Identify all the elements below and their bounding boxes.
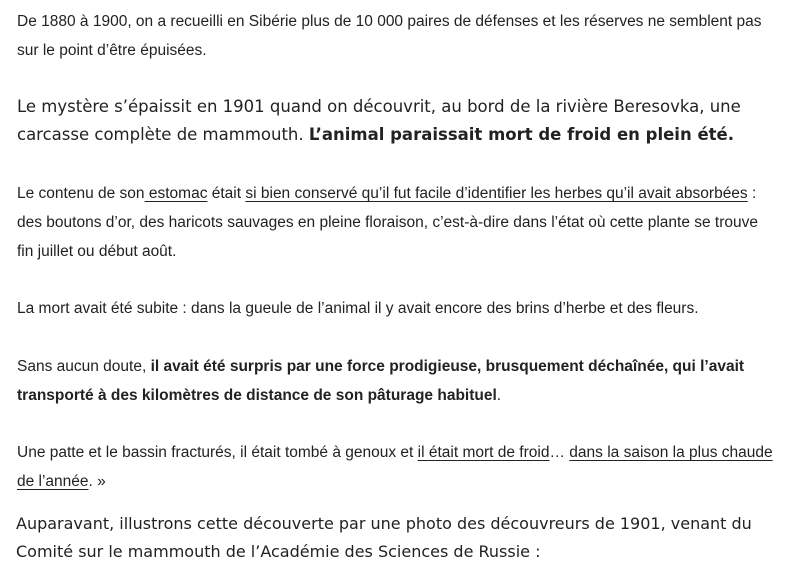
paragraph-stomach-text-2: était [207,185,246,202]
paragraph-stomach [17,179,777,266]
paragraph-photo-intro [16,510,776,566]
link-bien-conserve[interactable]: si bien conservé qu’il fut facile d’identifier les herbes qu’il avait absorbées [245,185,748,202]
paragraph-sudden-death [17,294,777,323]
paragraph-beresovka-bold: L’animal paraissait mort de froid en plein été. [308,125,734,144]
paragraph-stomach-text-3: : des boutons d’or, des haricots sauvages en pleine floraison, c’est-à-dire dans l’état où cette plante se trouve fin juillet ou début août. [17,185,759,260]
paragraph-photo-intro-text: Auparavant, illustrons cette découverte par une photo des découvreurs de 1901, venant du Comité sur le mammouth de l’Académie des Sciences de Russie : [16,514,752,561]
paragraph-sudden-death-text: La mort avait été subite : dans la gueule de l’animal il y avait encore des brins d’herbe et des fleurs. [17,300,699,317]
paragraph-force [17,352,777,410]
paragraph-beresovka [17,93,777,149]
link-estomac[interactable]: estomac [144,185,208,202]
paragraph-fracture-text-2: … [549,444,570,461]
link-saison-chaude[interactable]: dans la saison la plus chaude de l’année [17,444,773,490]
paragraph-fracture [17,438,777,496]
paragraph-force-bold: il avait été surpris par une force prodigieuse, brusquement déchaînée, qui l’avait transporté à des kilomètres de distance de son pâturage habituel [17,358,745,404]
link-mort-de-froid[interactable]: il était mort de froid [417,444,550,461]
paragraph-beresovka-text: Le mystère s’épaissit en 1901 quand on découvrit, au bord de la rivière Beresovka, une carcasse complète de mammouth. [17,97,741,144]
paragraph-force-text-1: Sans aucun doute, [17,358,151,375]
paragraph-tusks-text: De 1880 à 1900, on a recueilli en Sibérie plus de 10 000 paires de défenses et les réserves ne semblent pas sur le point d’être épuisées. [17,13,762,59]
paragraph-fracture-text-3: . » [88,473,106,490]
paragraph-stomach-text-1: Le contenu de son [17,185,145,202]
paragraph-tusks [17,7,777,65]
paragraph-force-text-2: . [496,387,502,404]
paragraph-fracture-text-1: Une patte et le bassin fracturés, il était tombé à genoux et [17,444,418,461]
